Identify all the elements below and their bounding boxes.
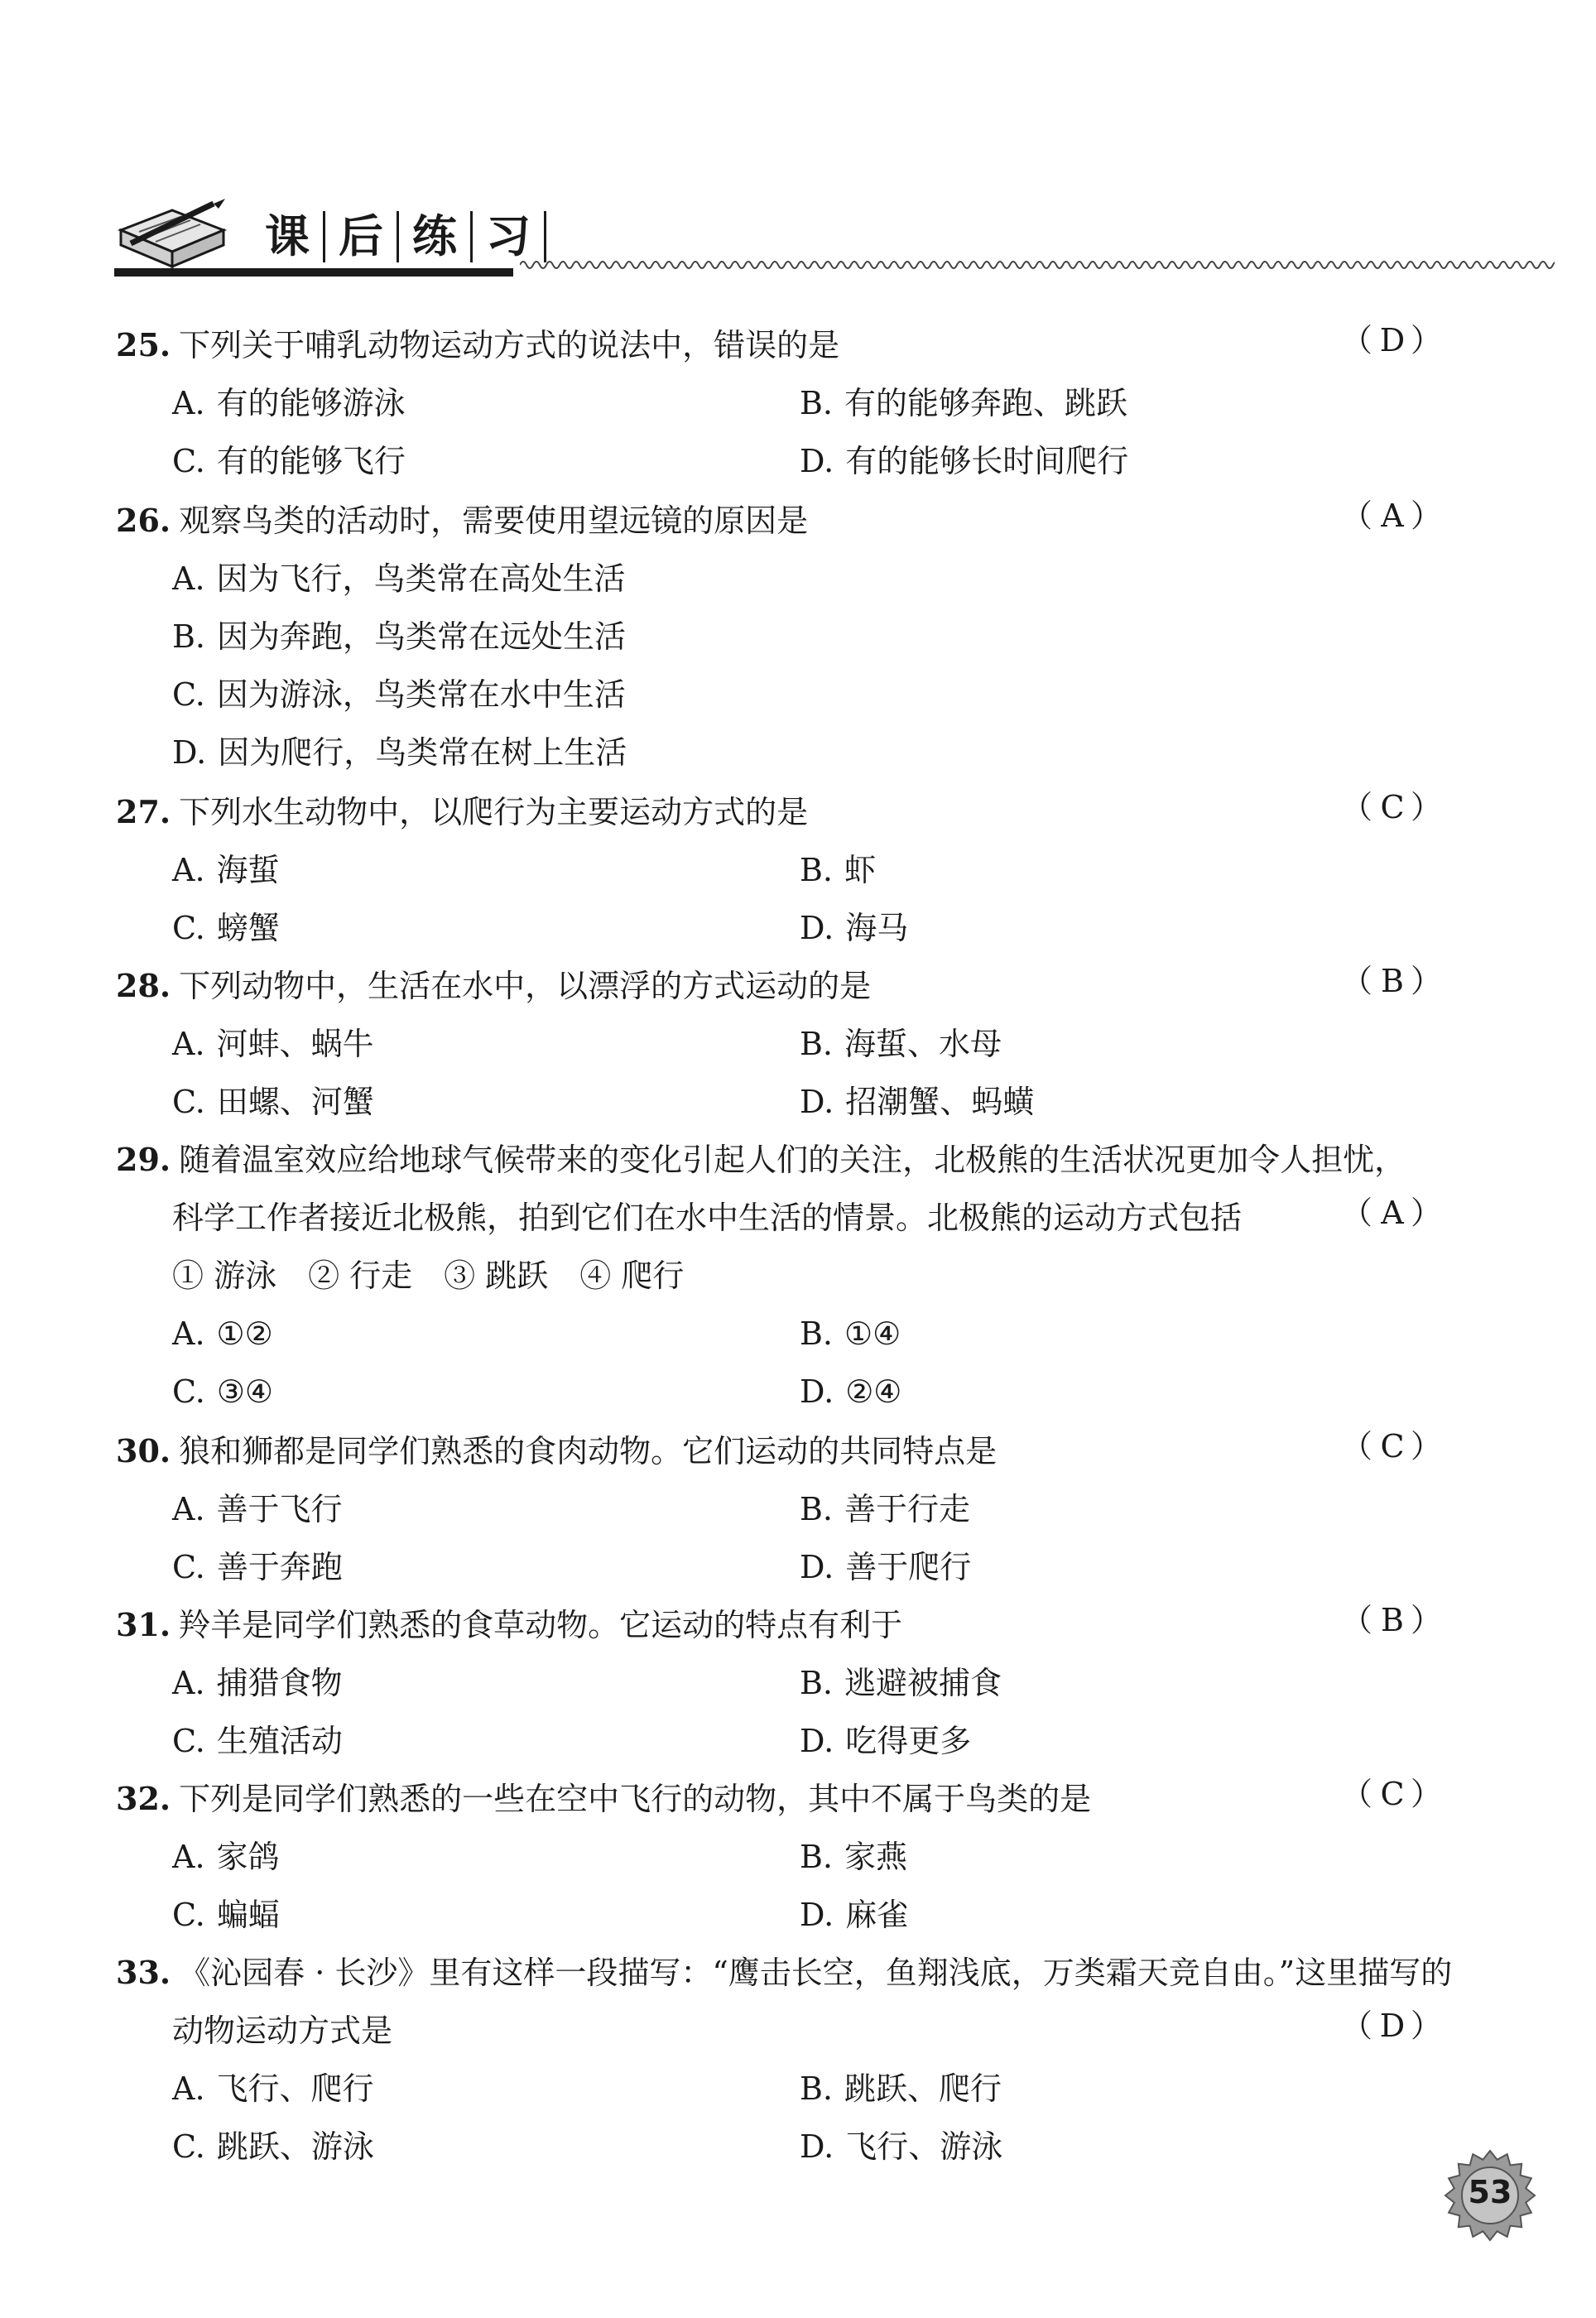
option: B. 因为奔跑，鸟类常在远处生活 <box>172 618 627 655</box>
answer-value: C <box>1380 1428 1405 1464</box>
question-number: 30. <box>116 1432 171 1469</box>
question-number: 32. <box>116 1780 171 1817</box>
option: A. 家鸽 <box>172 1839 280 1875</box>
option: D. ②④ <box>800 1373 902 1410</box>
title-char: 习 <box>473 211 546 262</box>
question-stem-continued: 科学工作者接近北极熊，拍到它们在水中生活的情景。北极熊的运动方式包括 <box>172 1200 1243 1236</box>
answer-value: A <box>1381 1195 1404 1231</box>
answer-value: A <box>1381 498 1404 534</box>
title-char: 后 <box>325 211 399 262</box>
answer-value: C <box>1380 789 1405 825</box>
answer-box: （ A ） <box>1341 495 1444 536</box>
page-number: 53 <box>1468 2174 1512 2210</box>
option: B. 家燕 <box>800 1839 908 1875</box>
section-title <box>252 202 546 272</box>
option: D. 招潮蟹、蚂蟥 <box>800 1084 1035 1120</box>
question-stem: 狼和狮都是同学们熟悉的食肉动物。它们运动的共同特点是 <box>179 1433 997 1469</box>
statement-items: ① 游泳 ② 行走 ③ 跳跃 ④ 爬行 <box>172 1258 685 1294</box>
option: B. 海蜇、水母 <box>800 1026 1002 1062</box>
answer-value: B <box>1381 963 1404 999</box>
option: D. 有的能够长时间爬行 <box>800 443 1129 479</box>
answer-box: （ B ） <box>1341 1599 1444 1641</box>
answer-value: D <box>1379 2008 1406 2044</box>
option: D. 善于爬行 <box>800 1549 972 1585</box>
option: C. 螃蟹 <box>172 910 280 946</box>
question-stem: 羚羊是同学们熟悉的食草动物。它运动的特点有利于 <box>179 1607 903 1643</box>
option: A. 善于飞行 <box>172 1491 343 1527</box>
wavy-divider <box>520 255 1555 275</box>
option: D. 海马 <box>800 910 909 946</box>
option: B. 善于行走 <box>800 1491 971 1527</box>
question-number: 33. <box>116 1954 171 1991</box>
question-stem: 随着温室效应给地球气候带来的变化引起人们的关注，北极熊的生活状况更加令人担忧， <box>179 1142 1406 1178</box>
option: D. 麻雀 <box>800 1897 909 1933</box>
question-stem: 观察鸟类的活动时，需要使用望远镜的原因是 <box>179 503 809 539</box>
answer-box: （ D ） <box>1341 320 1444 361</box>
option: A. 河蚌、蜗牛 <box>172 1026 374 1062</box>
question-stem: 《沁园春 · 长沙》里有这样一段描写：“鹰击长空，鱼翔浅底，万类霜天竞自由。”这里描写的 <box>179 1955 1453 1991</box>
option: D. 吃得更多 <box>800 1723 972 1759</box>
question-number: 27. <box>116 793 171 830</box>
option: C. 有的能够飞行 <box>172 443 406 479</box>
option: A. 海蜇 <box>172 852 280 888</box>
question-number: 25. <box>116 326 171 363</box>
option: A. 捕猎食物 <box>172 1665 343 1701</box>
option: C. 生殖活动 <box>172 1723 343 1759</box>
answer-box: （ D ） <box>1341 2005 1444 2046</box>
option: C. 蝙蝠 <box>172 1897 280 1933</box>
question-number: 29. <box>116 1141 171 1178</box>
question-stem: 下列关于哺乳动物运动方式的说法中，错误的是 <box>179 327 840 363</box>
option: B. 逃避被捕食 <box>800 1665 1002 1701</box>
answer-box: （ B ） <box>1341 960 1444 1002</box>
question-number: 26. <box>116 502 171 539</box>
option: A. ①② <box>172 1315 273 1352</box>
header-underline <box>114 268 513 277</box>
answer-value: B <box>1381 1602 1404 1638</box>
question-number: 28. <box>116 967 171 1004</box>
answer-box: （ C ） <box>1341 786 1444 828</box>
answer-value: C <box>1380 1776 1405 1812</box>
option: B. 跳跃、爬行 <box>800 2070 1002 2107</box>
question-stem: 下列水生动物中，以爬行为主要运动方式的是 <box>179 794 809 830</box>
option: D. 因为爬行，鸟类常在树上生活 <box>172 734 627 771</box>
option: A. 飞行、爬行 <box>172 2070 374 2107</box>
title-char: 练 <box>399 211 473 262</box>
option: C. 跳跃、游泳 <box>172 2128 374 2165</box>
question-stem-continued: 动物运动方式是 <box>172 2013 393 2049</box>
option: A. 有的能够游泳 <box>172 385 406 421</box>
answer-box: （ C ） <box>1341 1773 1444 1815</box>
question-stem: 下列动物中，生活在水中，以漂浮的方式运动的是 <box>179 968 872 1004</box>
notebook-pencil-icon <box>114 197 230 277</box>
option: A. 因为飞行，鸟类常在高处生活 <box>172 560 626 597</box>
section-header <box>114 192 1439 283</box>
title-char: 课 <box>252 211 325 262</box>
option: B. 虾 <box>800 852 877 888</box>
option: B. ①④ <box>800 1315 901 1352</box>
answer-box: （ A ） <box>1341 1192 1444 1234</box>
option: B. 有的能够奔跑、跳跃 <box>800 385 1128 421</box>
question-stem: 下列是同学们熟悉的一些在空中飞行的动物，其中不属于鸟类的是 <box>179 1781 1092 1817</box>
option: D. 飞行、游泳 <box>800 2128 1003 2165</box>
option: C. 田螺、河蟹 <box>172 1084 374 1120</box>
answer-box: （ C ） <box>1341 1426 1444 1467</box>
option: C. ③④ <box>172 1373 273 1410</box>
option: C. 善于奔跑 <box>172 1549 343 1585</box>
question-number: 31. <box>116 1606 171 1643</box>
option: C. 因为游泳，鸟类常在水中生活 <box>172 676 626 713</box>
answer-value: D <box>1379 322 1406 358</box>
